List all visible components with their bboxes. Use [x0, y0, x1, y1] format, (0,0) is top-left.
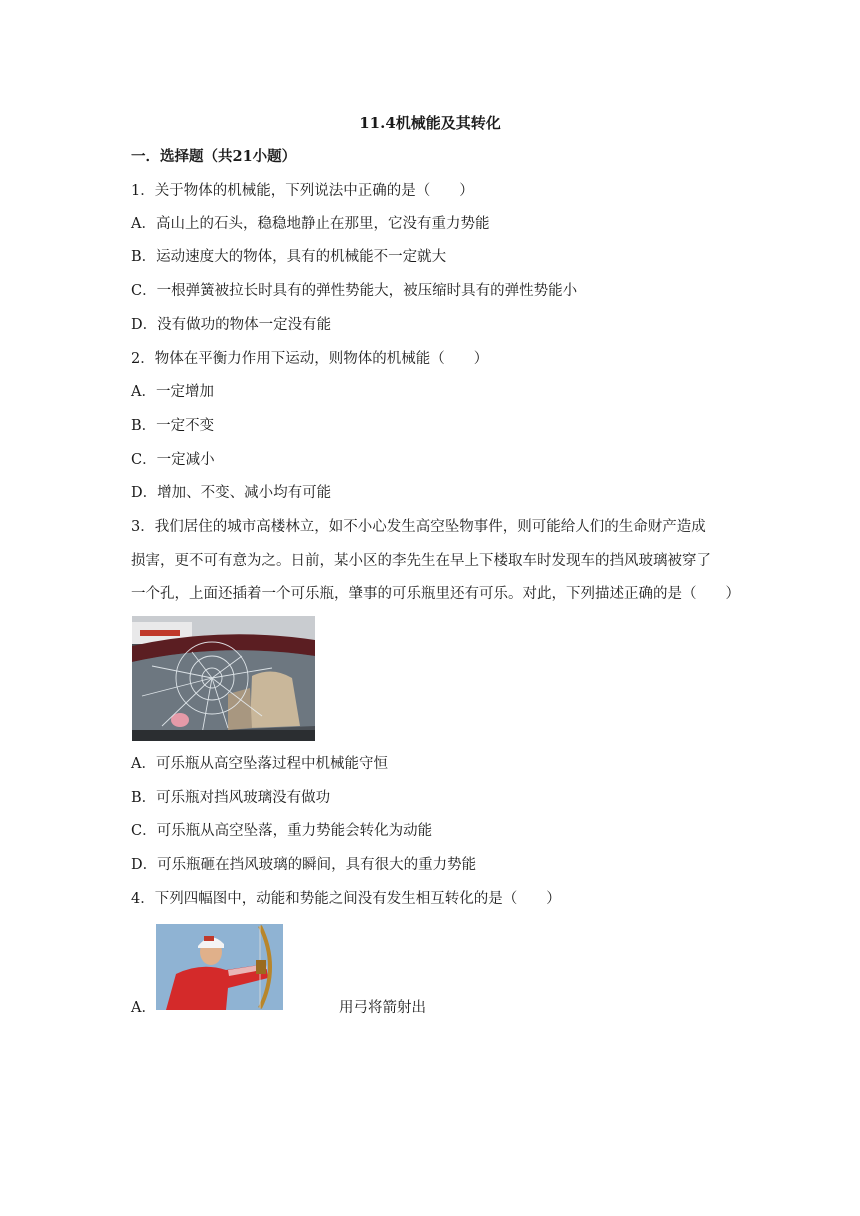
question-1-stem: 1．关于物体的机械能，下列说法中正确的是（ ）	[131, 183, 474, 199]
question-2-option-a: A．一定增加	[131, 384, 214, 400]
question-2-stem: 2．物体在平衡力作用下运动，则物体的机械能（ ）	[131, 351, 489, 367]
question-3-stem-line-3: 一个孔，上面还插着一个可乐瓶，肇事的可乐瓶里还有可乐。对此，下列描述正确的是（ ）	[131, 586, 740, 602]
question-4-option-a-text: 用弓将箭射出	[339, 1000, 426, 1016]
section-heading: 一．选择题（共21小题）	[131, 148, 297, 165]
archer-photo	[156, 924, 283, 1010]
question-3-option-c: C．可乐瓶从高空坠落，重力势能会转化为动能	[131, 823, 433, 839]
question-3-option-d: D．可乐瓶砸在挡风玻璃的瞬间，具有很大的重力势能	[131, 857, 477, 873]
question-2-option-c: C．一定减小	[131, 452, 215, 468]
question-4-option-a-label: A．	[131, 1000, 156, 1016]
question-3-stem-line-2: 损害，更不可有意为之。日前，某小区的李先生在早上下楼取车时发现车的挡风玻璃被穿了	[131, 553, 711, 569]
question-1-option-c: C．一根弹簧被拉长时具有的弹性势能大，被压缩时具有的弹性势能小	[131, 283, 578, 299]
question-1-option-d: D．没有做功的物体一定没有能	[131, 317, 332, 333]
question-3-option-a: A．可乐瓶从高空坠落过程中机械能守恒	[131, 756, 388, 772]
question-4-stem: 4．下列四幅图中，动能和势能之间没有发生相互转化的是（ ）	[131, 891, 561, 907]
question-2-option-b: B．一定不变	[131, 418, 215, 434]
question-3-option-b: B．可乐瓶对挡风玻璃没有做功	[131, 790, 331, 806]
question-1-option-b: B．运动速度大的物体，具有的机械能不一定就大	[131, 249, 447, 265]
question-1-option-a: A．高山上的石头，稳稳地静止在那里，它没有重力势能	[131, 216, 490, 232]
question-2-option-d: D．增加、不变、减小均有可能	[131, 485, 332, 501]
question-3-stem-line-1: 3．我们居住的城市高楼林立，如不小心发生高空坠物事件，则可能给人们的生命财产造成	[131, 519, 706, 535]
cracked-windshield-photo	[132, 616, 315, 741]
document-title: 11.4机械能及其转化	[359, 114, 501, 132]
